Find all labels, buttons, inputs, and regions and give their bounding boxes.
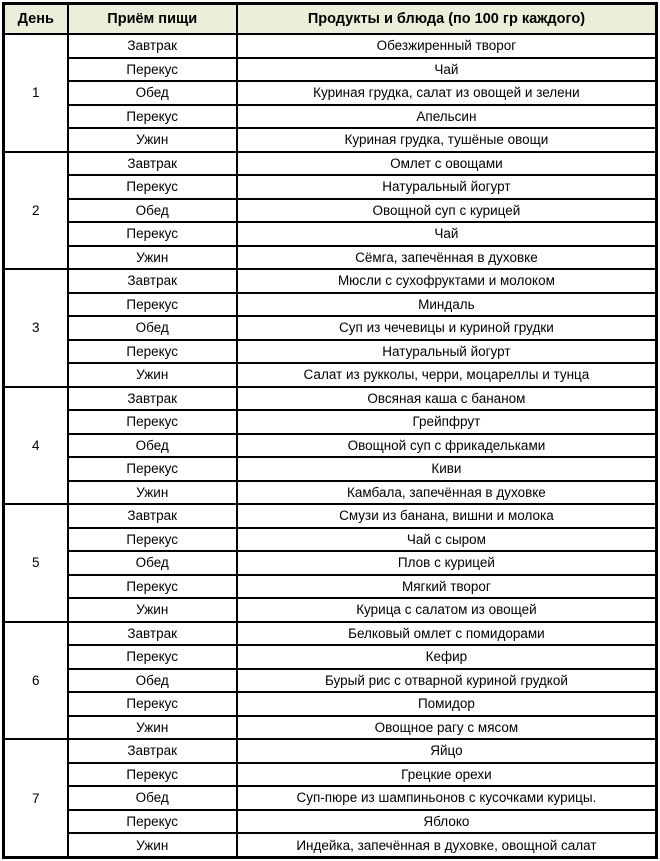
day-number: 2: [4, 152, 68, 270]
meal-type: Обед: [68, 81, 237, 105]
table-row: [4, 316, 657, 340]
dish: Киви: [237, 457, 657, 481]
table-row: [4, 481, 657, 505]
dish: Мягкий творог: [237, 575, 657, 599]
meal-type: Завтрак: [68, 269, 237, 293]
dish: Бурый рис с отварной куриной грудкой: [237, 669, 657, 693]
meal-type: Ужин: [68, 128, 237, 152]
dish: Куриная грудка, тушёные овощи: [237, 128, 657, 152]
meal-type: Перекус: [68, 293, 237, 317]
dish: Натуральный йогурт: [237, 340, 657, 364]
dish: Плов с курицей: [237, 551, 657, 575]
table-row: [4, 128, 657, 152]
day-number: 3: [4, 269, 68, 387]
meal-type: Ужин: [68, 598, 237, 622]
dish: Обезжиренный творог: [237, 34, 657, 58]
table-row: [4, 598, 657, 622]
table-row: [4, 739, 657, 763]
header-products: Продукты и блюда (по 100 гр каждого): [237, 4, 657, 35]
table-row: [4, 692, 657, 716]
meal-type: Перекус: [68, 175, 237, 199]
dish: Индейка, запечённая в духовке, овощной салат: [237, 833, 657, 858]
meal-type: Завтрак: [68, 739, 237, 763]
table-row: [4, 810, 657, 834]
table-row: [4, 669, 657, 693]
dish: Мюсли с сухофруктами и молоком: [237, 269, 657, 293]
dish: Смузи из банана, вишни и молока: [237, 504, 657, 528]
meal-type: Завтрак: [68, 34, 237, 58]
table-row: [4, 410, 657, 434]
table-row: [4, 763, 657, 787]
dish: Камбала, запечённая в духовке: [237, 481, 657, 505]
table-row: [4, 387, 657, 411]
table-row: [4, 434, 657, 458]
header-meal: Приём пищи: [68, 4, 237, 35]
day-number: 1: [4, 34, 68, 152]
meal-type: Завтрак: [68, 387, 237, 411]
dish: Чай: [237, 58, 657, 82]
dish: Суп из чечевицы и куриной грудки: [237, 316, 657, 340]
meal-type: Ужин: [68, 481, 237, 505]
dish: Сёмга, запечённая в духовке: [237, 246, 657, 270]
table-row: [4, 622, 657, 646]
table-row: [4, 175, 657, 199]
table-row: [4, 833, 657, 858]
day-number: 5: [4, 504, 68, 622]
dish: Овсяная каша с бананом: [237, 387, 657, 411]
table-row: [4, 551, 657, 575]
dish: Куриная грудка, салат из овощей и зелени: [237, 81, 657, 105]
meal-type: Обед: [68, 786, 237, 810]
meal-type: Обед: [68, 199, 237, 223]
dish: Салат из рукколы, черри, моцареллы и тунца: [237, 363, 657, 387]
table-row: [4, 246, 657, 270]
dish: Омлет с овощами: [237, 152, 657, 176]
dish: Овощной суп с фрикадельками: [237, 434, 657, 458]
table-row: [4, 363, 657, 387]
header-row: [4, 4, 657, 35]
meal-type: Ужин: [68, 363, 237, 387]
table-row: [4, 528, 657, 552]
dish: Грейпфрут: [237, 410, 657, 434]
meal-type: Перекус: [68, 692, 237, 716]
dish: Миндаль: [237, 293, 657, 317]
meal-type: Ужин: [68, 716, 237, 740]
meal-type: Перекус: [68, 340, 237, 364]
table-row: [4, 34, 657, 58]
dish: Грецкие орехи: [237, 763, 657, 787]
dish: Чай с сыром: [237, 528, 657, 552]
dish: Белковый омлет с помидорами: [237, 622, 657, 646]
dish: Апельсин: [237, 105, 657, 129]
table-row: [4, 504, 657, 528]
dish: Кефир: [237, 645, 657, 669]
meal-type: Обед: [68, 551, 237, 575]
meal-type: Перекус: [68, 528, 237, 552]
diet-plan-table: [2, 2, 658, 859]
day-number: 7: [4, 739, 68, 858]
table-row: [4, 152, 657, 176]
table-row: [4, 199, 657, 223]
dish: Овощное рагу с мясом: [237, 716, 657, 740]
meal-type: Перекус: [68, 58, 237, 82]
meal-type: Перекус: [68, 457, 237, 481]
meal-type: Перекус: [68, 105, 237, 129]
dish: Суп-пюре из шампиньонов с кусочками курицы.: [237, 786, 657, 810]
table-row: [4, 58, 657, 82]
meal-type: Завтрак: [68, 152, 237, 176]
meal-type: Обед: [68, 434, 237, 458]
meal-type: Перекус: [68, 763, 237, 787]
meal-type: Перекус: [68, 222, 237, 246]
table-row: [4, 105, 657, 129]
meal-type: Ужин: [68, 246, 237, 270]
meal-type: Обед: [68, 669, 237, 693]
meal-type: Завтрак: [68, 622, 237, 646]
table-row: [4, 457, 657, 481]
table-row: [4, 269, 657, 293]
dish: Чай: [237, 222, 657, 246]
table-row: [4, 81, 657, 105]
meal-type: Перекус: [68, 645, 237, 669]
header-day: День: [4, 4, 68, 35]
table-row: [4, 293, 657, 317]
meal-type: Обед: [68, 316, 237, 340]
dish: Овощной суп с курицей: [237, 199, 657, 223]
dish: Натуральный йогурт: [237, 175, 657, 199]
table-row: [4, 340, 657, 364]
meal-type: Ужин: [68, 833, 237, 858]
meal-type: Перекус: [68, 575, 237, 599]
table-row: [4, 786, 657, 810]
dish: Яблоко: [237, 810, 657, 834]
table-row: [4, 716, 657, 740]
dish: Яйцо: [237, 739, 657, 763]
meal-type: Перекус: [68, 810, 237, 834]
meal-type: Перекус: [68, 410, 237, 434]
table-row: [4, 645, 657, 669]
dish: Помидор: [237, 692, 657, 716]
table-row: [4, 575, 657, 599]
day-number: 4: [4, 387, 68, 505]
dish: Курица с салатом из овощей: [237, 598, 657, 622]
meal-type: Завтрак: [68, 504, 237, 528]
table-row: [4, 222, 657, 246]
day-number: 6: [4, 622, 68, 740]
